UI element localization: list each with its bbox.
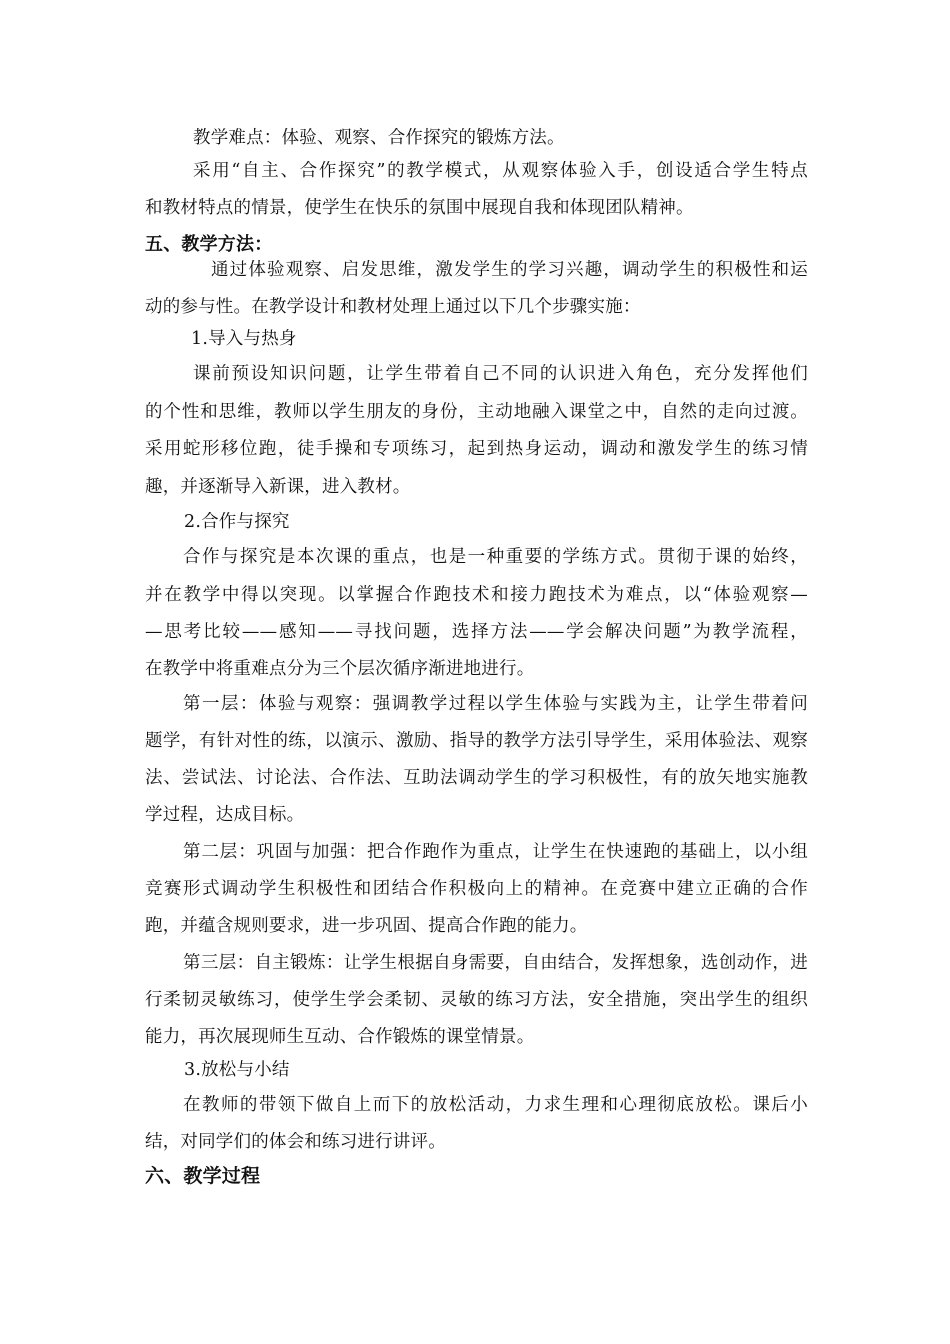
paragraph-line: 的个性和思维，教师以学生朋友的身份，主动地融入课堂之中，自然的走向过渡。 bbox=[145, 402, 808, 422]
paragraph-line: —思考比较——感知——寻找问题，选择方法——学会解决问题”为教学流程， bbox=[145, 622, 808, 642]
paragraph-line: 第一层：体验与观察：强调教学过程以学生体验与实践为主，让学生带着问 bbox=[183, 694, 808, 714]
paragraph-line: 采用蛇形移位跑，徒手操和专项练习，起到热身运动，调动和激发学生的练习情 bbox=[145, 439, 808, 459]
subheading-relax: 3.放松与小结 bbox=[184, 1060, 290, 1080]
paragraph-line: 动的参与性。在教学设计和教材处理上通过以下几个步骤实施： bbox=[145, 297, 641, 317]
difficulty-line: 教学难点：体验、观察、合作探究的锻炼方法。 bbox=[193, 128, 565, 148]
paragraph-line: 第三层：自主锻炼：让学生根据自身需要，自由结合，发挥想象，选创动作，进 bbox=[183, 953, 808, 973]
subheading-cooperation: 2.合作与探究 bbox=[184, 512, 290, 532]
section-heading-process: 六、教学过程 bbox=[145, 1165, 261, 1187]
paragraph-line: 题学，有针对性的练，以演示、激励、指导的教学方法引导学生，采用体验法、观察 bbox=[145, 731, 808, 751]
paragraph-line: 趣，并逐渐导入新课，进入教材。 bbox=[145, 477, 411, 497]
paragraph-line: 法、尝试法、讨论法、合作法、互助法调动学生的学习积极性，有的放矢地实施教 bbox=[145, 768, 808, 788]
paragraph-line: 在教师的带领下做自上而下的放松活动，力求生理和心理彻底放松。课后小 bbox=[183, 1095, 808, 1115]
paragraph-line: 行柔韧灵敏练习，使学生学会柔韧、灵敏的练习方法，安全措施，突出学生的组织 bbox=[145, 990, 808, 1010]
paragraph-line: 结，对同学们的体会和练习进行讲评。 bbox=[145, 1132, 446, 1152]
paragraph-line: 竞赛形式调动学生积极性和团结合作积极向上的精神。在竞赛中建立正确的合作 bbox=[145, 879, 808, 899]
paragraph-line: 学过程，达成目标。 bbox=[145, 805, 305, 825]
paragraph-line: 和教材特点的情景，使学生在快乐的氛围中展现自我和体现团队精神。 bbox=[145, 198, 694, 218]
paragraph-line: 在教学中将重难点分为三个层次循序渐进地进行。 bbox=[145, 659, 535, 679]
paragraph-line: 第二层：巩固与加强：把合作跑作为重点，让学生在快速跑的基础上，以小组 bbox=[183, 842, 808, 862]
paragraph-line: 课前预设知识问题，让学生带着自己不同的认识进入角色，充分发挥他们 bbox=[193, 364, 808, 384]
subheading-warmup: 1.导入与热身 bbox=[191, 329, 297, 349]
paragraph-line: 跑，并蕴含规则要求，进一步巩固、提高合作跑的能力。 bbox=[145, 916, 588, 936]
paragraph-line: 并在教学中得以突现。以掌握合作跑技术和接力跑技术为难点，以“体验观察— bbox=[145, 585, 808, 605]
paragraph-line: 采用“自主、合作探究”的教学模式，从观察体验入手，创设适合学生特点 bbox=[193, 161, 808, 181]
paragraph-line: 能力，再次展现师生互动、合作锻炼的课堂情景。 bbox=[145, 1027, 535, 1047]
paragraph-line: 通过体验观察、启发思维，激发学生的学习兴趣，调动学生的积极性和运 bbox=[211, 260, 808, 280]
paragraph-line: 合作与探究是本次课的重点，也是一种重要的学练方式。贯彻于课的始终， bbox=[183, 547, 808, 567]
section-heading-methods: 五、教学方法： bbox=[145, 234, 273, 255]
